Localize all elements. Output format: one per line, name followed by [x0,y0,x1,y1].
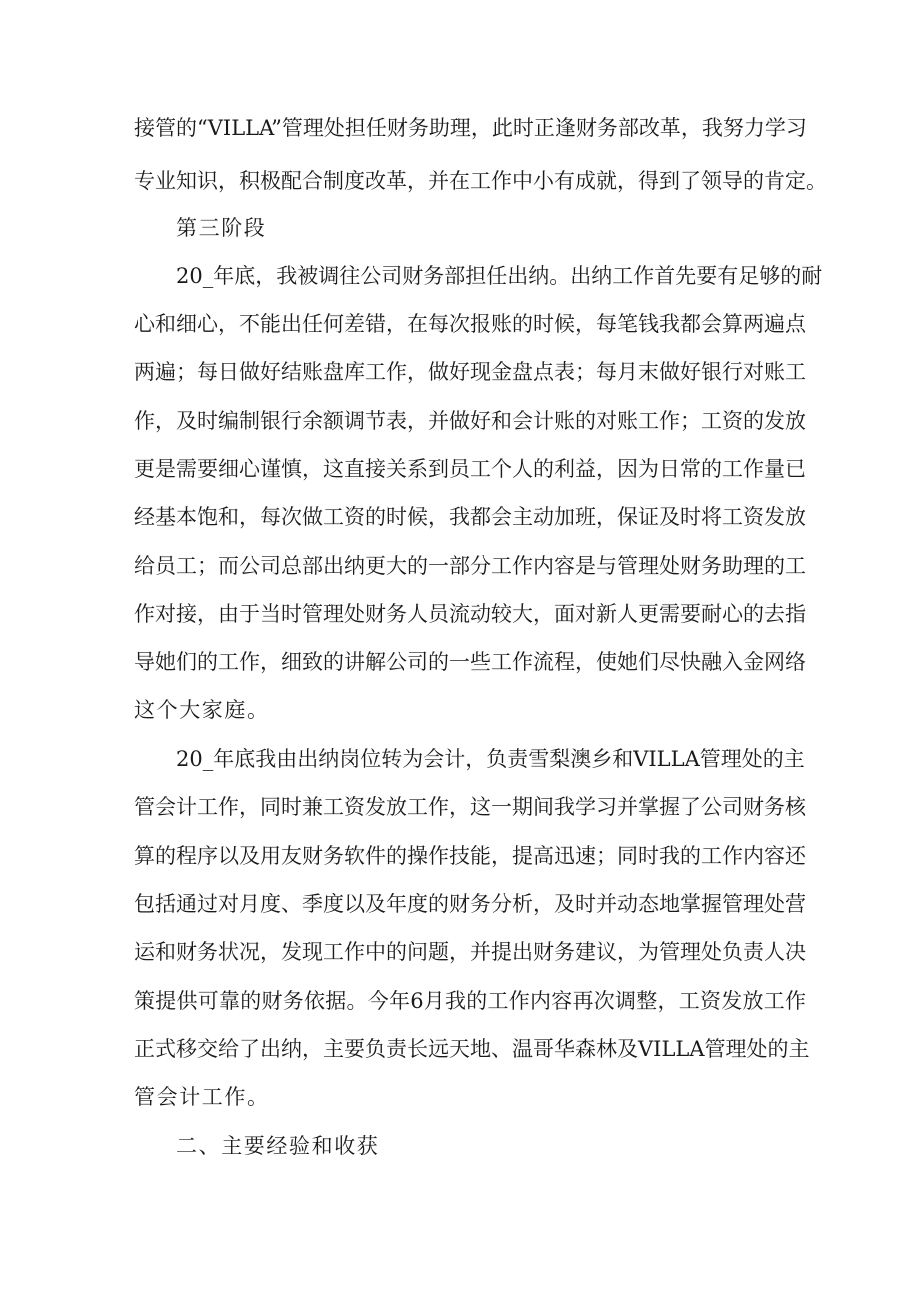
paragraph-line: 策提供可靠的财务依据。今年6月我的工作内容再次调整，工资发放工作 [134,989,806,1013]
paragraph-line: 给员工；而公司总部出纳更大的一部分工作内容是与管理处财务助理的工 [134,554,806,578]
paragraph-line: 20_年底，我被调往公司财务部担任出纳。出纳工作首先要有足够的耐 [176,264,823,288]
paragraph-line: 作，及时编制银行余额调节表，并做好和会计账的对账工作；工资的发放 [134,409,806,433]
paragraph-line: 管会计工作。 [134,1085,270,1109]
paragraph-line: 心和细心，不能出任何差错，在每次报账的时候，每笔钱我都会算两遍点 [134,312,806,336]
paragraph-line: 作对接，由于当时管理处财务人员流动较大，面对新人更需要耐心的去指 [134,602,806,626]
paragraph-line: 两遍；每日做好结账盘库工作，做好现金盘点表；每月末做好银行对账工 [134,360,806,384]
paragraph-line: 这个大家庭。 [134,698,270,722]
paragraph-line: 接管的“VILLA”管理处担任财务助理，此时正逢财务部改革，我努力学习 [134,116,807,140]
paragraph-line: 导她们的工作，细致的讲解公司的一些工作流程，使她们尽快融入金网络 [134,650,806,674]
paragraph-line: 包括通过对月度、季度以及年度的财务分析，及时并动态地掌握管理处营 [134,892,806,916]
section-heading: 二、主要经验和收获 [176,1134,380,1158]
paragraph-line: 更是需要细心谨慎，这直接关系到员工个人的利益，因为日常的工作量已 [134,457,806,481]
section-heading: 第三阶段 [176,216,267,240]
paragraph-line: 正式移交给了出纳，主要负责长远天地、温哥华森林及VILLA管理处的主 [134,1037,810,1061]
paragraph-line: 专业知识，积极配合制度改革，并在工作中小有成就，得到了领导的肯定。 [134,169,827,193]
paragraph-line: 20_年底我由出纳岗位转为会计，负责雪梨澳乡和VILLA管理处的主 [176,747,805,771]
paragraph-line: 算的程序以及用友财务软件的操作技能，提高迅速；同时我的工作内容还 [134,844,806,868]
paragraph-line: 运和财务状况，发现工作中的问题，并提出财务建议，为管理处负责人决 [134,940,806,964]
paragraph-line: 经基本饱和，每次做工资的时候，我都会主动加班，保证及时将工资发放 [134,505,806,529]
paragraph-line: 管会计工作，同时兼工资发放工作，这一期间我学习并掌握了公司财务核 [134,795,806,819]
